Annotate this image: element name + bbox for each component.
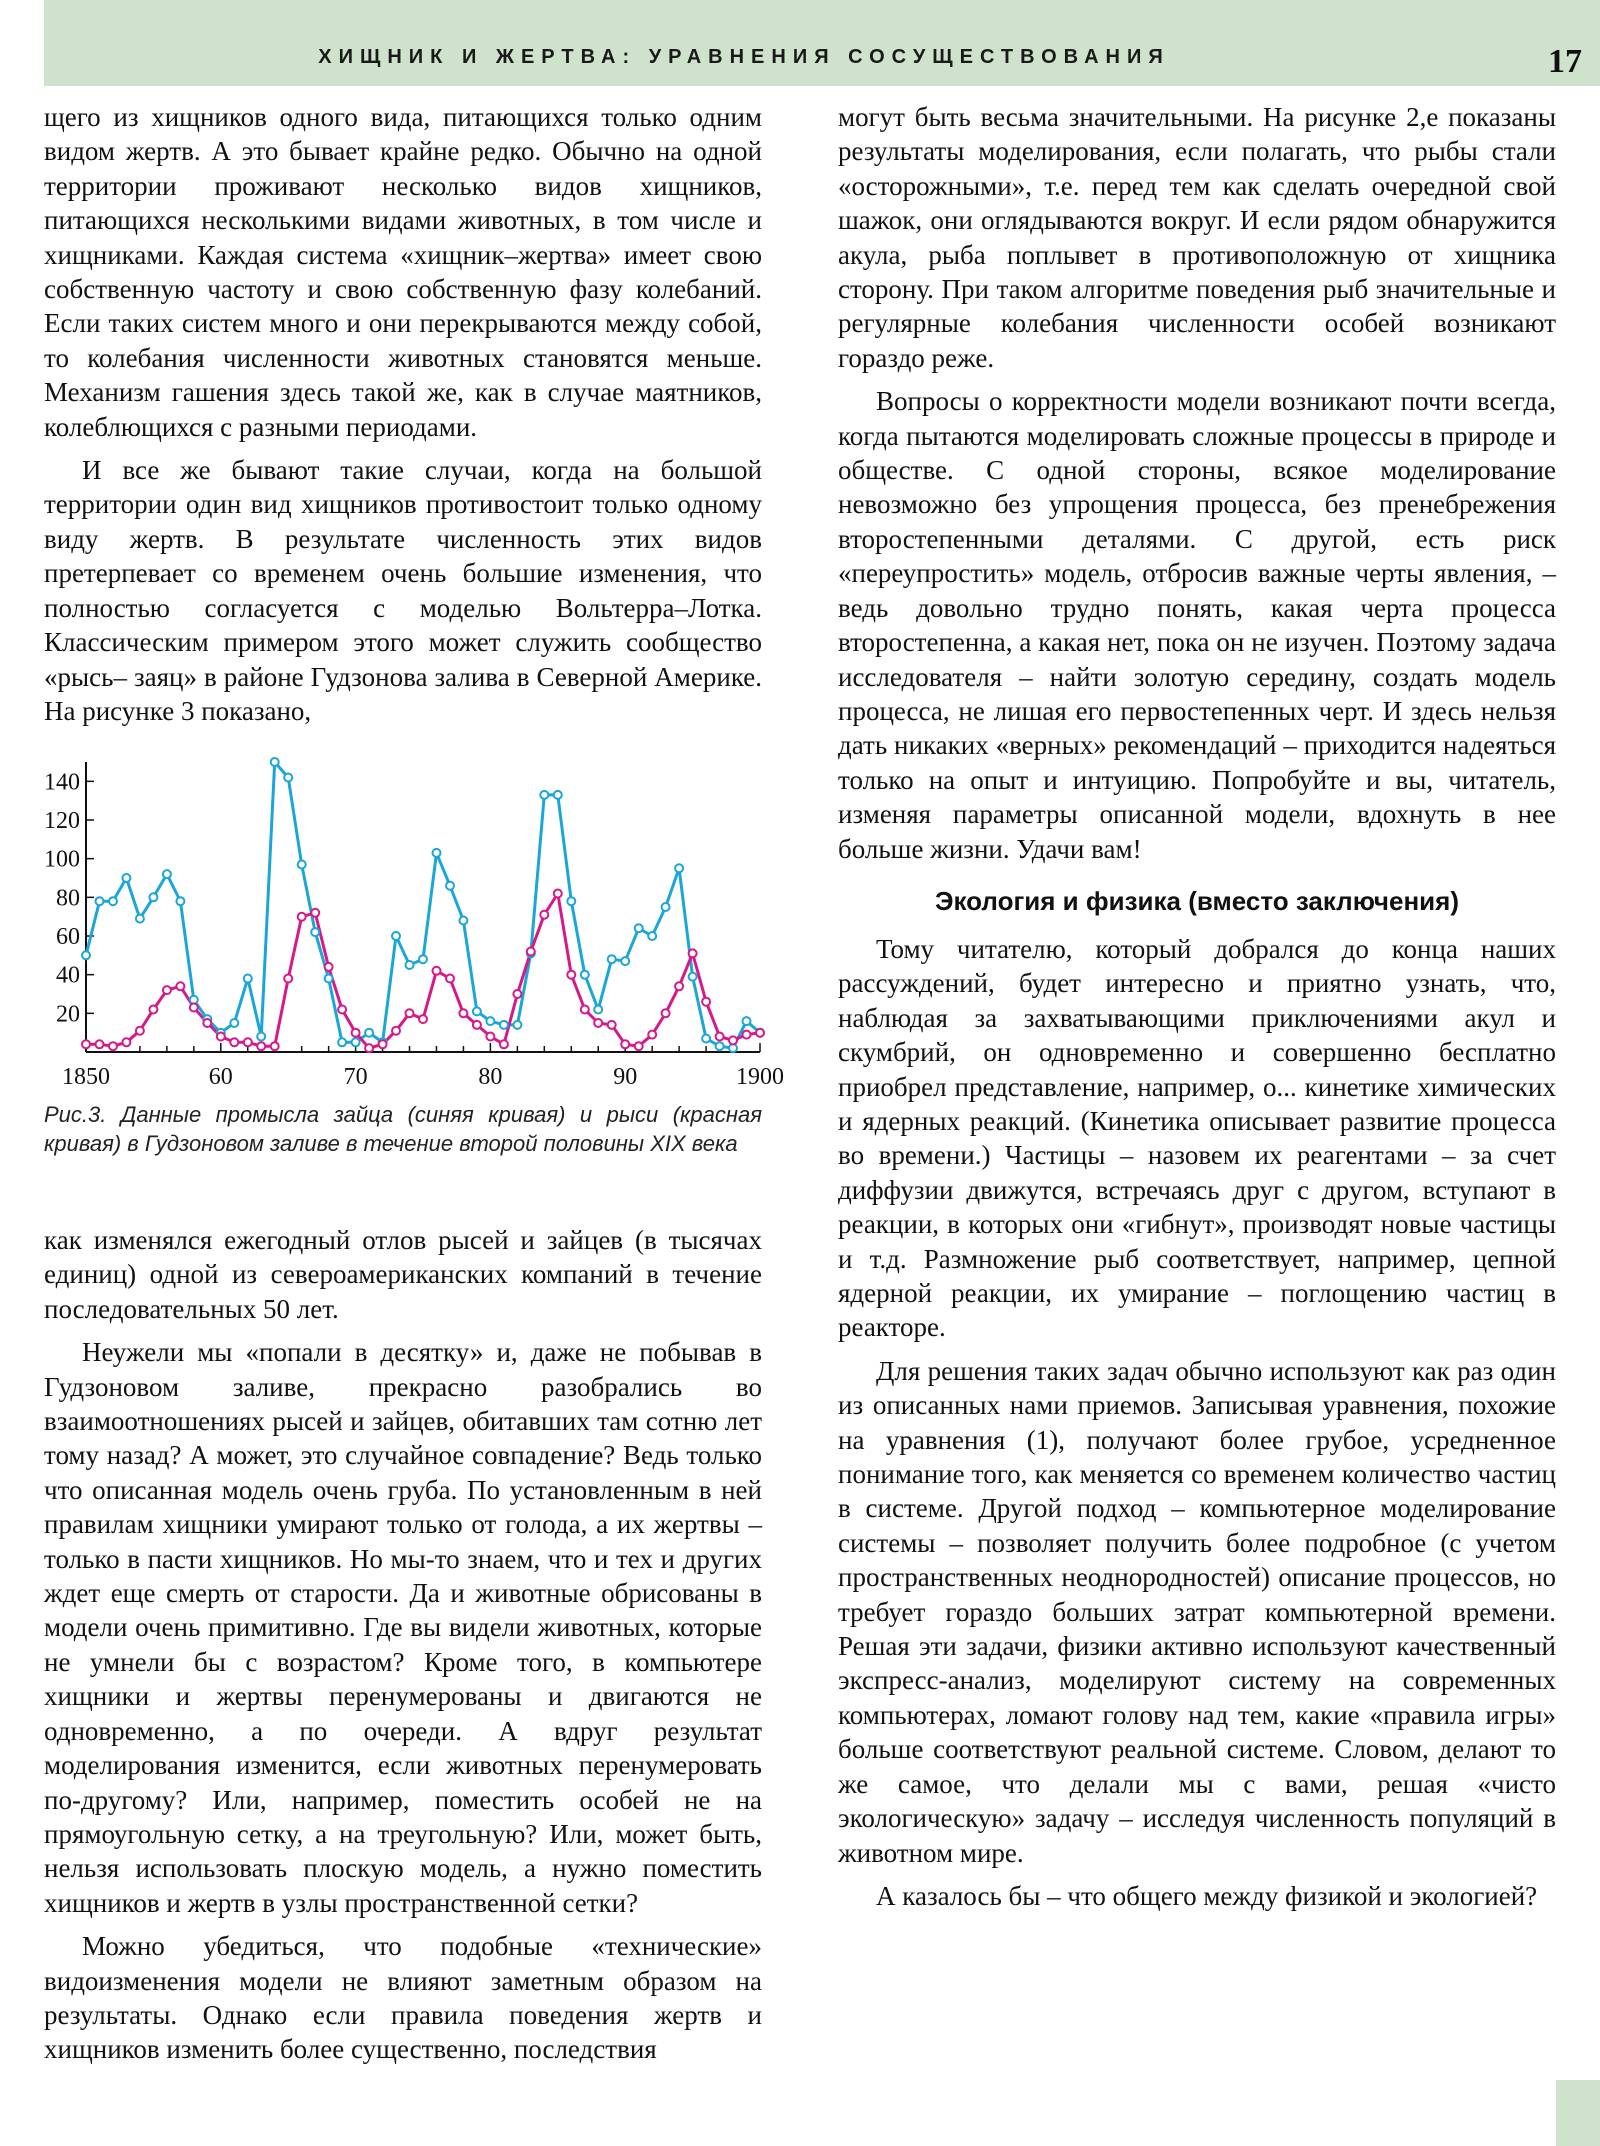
hare-data-point <box>284 774 292 782</box>
lynx-data-point <box>527 948 535 956</box>
lynx-data-point <box>689 949 697 957</box>
lynx-data-point <box>176 982 184 990</box>
lynx-data-point <box>271 1042 279 1050</box>
lynx-data-point <box>459 1009 467 1017</box>
paragraph: Тому читателю, который добрался до конца наших рассуждений, будет интересно и приятно узнать, что, наблюдая за захватывающими приключениями акул и скумбрий, он одновременно и совершенно бесплатно приобрел представление, например, о... кинетике химических и ядерных реакций. (Кинетика описывает развитие процесса во времени.) Частицы – назовем их реагентами – за счет диффузии движутся, встречаясь друг с другом, вступают в реакции, в которых они «гибнут», производят новые частицы и т.д. Размножение рыб соответствует, например, цепной ядерной реакции, их умирание – поглощению частиц в реакторе. <box>838 933 1556 1343</box>
lynx-data-point <box>230 1038 238 1046</box>
lynx-data-point <box>352 1029 360 1037</box>
lynx-data-point <box>446 975 454 983</box>
lynx-data-point <box>540 911 548 919</box>
hare-data-point <box>473 1007 481 1015</box>
hare-data-point <box>433 849 441 857</box>
section-heading: Экология и физика (вместо заключения) <box>935 885 1459 916</box>
lynx-data-point <box>109 1042 117 1050</box>
hare-data-point <box>338 1038 346 1046</box>
hare-data-point <box>244 975 252 983</box>
lynx-data-point <box>648 1031 656 1039</box>
lynx-data-point <box>149 1006 157 1014</box>
right-column <box>838 100 1556 1922</box>
lynx-data-point <box>702 998 710 1006</box>
hare-data-point <box>352 1038 360 1046</box>
x-tick-label: 70 <box>343 1064 368 1090</box>
hare-data-point <box>581 971 589 979</box>
hare-data-point <box>122 874 130 882</box>
hare-data-point <box>96 897 104 905</box>
hare-data-point <box>662 903 670 911</box>
lynx-data-point <box>163 986 171 994</box>
paragraph: могут быть весьма значительными. На рисунке 2,е показаны результаты моделирования, если полагать, что рыбы стали «осторожными», т.е. перед тем как сделать очередной свой шажок, они оглядываются вокруг. И если рядом обнаружится акула, рыба поплывет в противоположную от хищника сторону. При таком алгоритме поведения рыб значительные и регулярные колебания численности особей возникают гораздо реже. <box>838 102 1556 373</box>
lynx-data-point <box>379 1040 387 1048</box>
hare-data-point <box>163 870 171 878</box>
hare-data-point <box>230 1019 238 1027</box>
y-tick-label: 140 <box>44 769 80 796</box>
paragraph: Вопросы о корректности модели возникают почти всегда, когда пытаются моделировать сложные процессы в природе и обществе. С одной стороны, всякое моделирование невозможно без упрощения процесса, без пренебрежения второстепенными деталями. С другой, есть риск «переупростить» модель, отбросив важные черты явления, – ведь довольно трудно понять, какая черта процесса второстепенна, а какая нет, пока он не изучен. Поэтому задача исследователя – найти золотую середину, создать модель процесса, не лишая его первостепенных черт. И здесь нельзя дать никаких «верных» рекомендаций – приходится надеяться только на опыт и интуицию. Попробуйте и вы, читатель, изменяя параметры описанной модели, вдохнуть в нее больше жизни. Удачи вам! <box>838 386 1556 864</box>
lynx-data-point <box>325 963 333 971</box>
hare-data-point <box>136 915 144 923</box>
hare-data-point <box>459 917 467 925</box>
lynx-data-point <box>675 982 683 990</box>
lynx-data-point <box>257 1042 265 1050</box>
hare-data-point <box>500 1021 508 1029</box>
paragraph: И все же бывают такие случаи, когда на большой территории один вид хищников противостоит только одному виду жертв. В результате численность этих видов претерпевает со временем очень большие изменения, что полностью согласуется с моделью Вольтерра–Лотка. Классическим примером этого может служить сообщество «рысь– заяц» в районе Гудзонова залива в Северной Америке. На рисунке 3 показано, <box>44 455 762 726</box>
hare-data-point <box>365 1029 373 1037</box>
hare-data-point <box>392 932 400 940</box>
hare-data-point <box>743 1017 751 1025</box>
page-number: 17 <box>1548 43 1582 80</box>
lynx-data-point <box>284 975 292 983</box>
hare-data-point <box>648 932 656 940</box>
lynx-data-point <box>581 1006 589 1014</box>
x-tick-label: 80 <box>478 1064 503 1090</box>
x-tick-label: 90 <box>613 1064 638 1090</box>
lynx-data-point <box>82 1040 90 1048</box>
hare-data-point <box>419 955 427 963</box>
lynx-data-point <box>433 967 441 975</box>
hare-data-point <box>298 861 306 869</box>
lynx-data-point <box>608 1021 616 1029</box>
x-tick-label: 1900 <box>736 1064 784 1090</box>
hare-data-point <box>149 893 157 901</box>
lynx-data-point <box>473 1021 481 1029</box>
lynx-data-point <box>203 1019 211 1027</box>
y-tick-label: 40 <box>56 962 80 989</box>
hare-data-point <box>702 1035 710 1043</box>
hare-data-point <box>176 897 184 905</box>
y-tick-label: 120 <box>44 808 80 834</box>
lynx-data-point <box>190 1004 198 1012</box>
lynx-data-point <box>513 990 521 998</box>
hare-data-point <box>446 882 454 890</box>
lynx-data-point <box>594 1019 602 1027</box>
lynx-data-point <box>122 1038 130 1046</box>
lynx-data-point <box>554 890 562 898</box>
hare-data-point <box>486 1017 494 1025</box>
lynx-data-point <box>500 1040 508 1048</box>
left-column-bottom <box>44 1223 762 2076</box>
hare-series-line <box>86 762 760 1048</box>
lynx-data-point <box>486 1033 494 1041</box>
hare-data-point <box>109 897 117 905</box>
lynx-data-point <box>136 1027 144 1035</box>
figure-caption: Рис.3. Данные промысла зайца (синяя кривая) и рыси (красная кривая) в Гудзоновом заливе в течение второй половины XIX века <box>44 1102 762 1156</box>
hare-data-point <box>540 791 548 799</box>
lynx-data-point <box>217 1033 225 1041</box>
lynx-data-point <box>743 1031 751 1039</box>
hare-data-point <box>257 1033 265 1041</box>
paragraph: Можно убедиться, что подобные «технические» видоизменения модели не влияют заметным образом на результаты. Однако если правила поведения жертв и хищников изменить более существенно, последствия <box>44 1931 762 2065</box>
paragraph: Для решения таких задач обычно используют как раз один из описанных нами приемов. Записывая уравнения, похожие на уравнения (1), получают более грубое, усредненное понимание того, как меняется со временем количество частиц в системе. Другой подход – компьютерное моделирование системы – позволяет получить более подробное (с учетом пространственных неоднородностей) описание процессов, но требует гораздо больших затрат компьютерной времени. Решая эти задачи, физики активно используют качественный экспресс-анализ, моделируют систему на современных компьютерах, ломают голову над тем, какие «правила игры» больше соответствуют реальной системе. Словом, делают то же самое, что делали мы с вами, решая «чисто экологическую» задачу – исследуя численность популяций в животном мире. <box>838 1355 1556 1868</box>
hare-data-point <box>621 957 629 965</box>
running-title: ХИЩНИК И ЖЕРТВА: УРАВНЕНИЯ СОСУЩЕСТВОВАНИЯ <box>318 46 1170 68</box>
lynx-data-point <box>567 971 575 979</box>
lynx-data-point <box>729 1036 737 1044</box>
side-tab <box>1556 2080 1600 2146</box>
hare-data-point <box>675 864 683 872</box>
paragraph: как изменялся ежегодный отлов рысей и зайцев (в тысячах единиц) одной из североамериканских компаний в течение последовательных 50 лет. <box>44 1225 762 1324</box>
lynx-data-point <box>419 1015 427 1023</box>
paragraph: А казалось бы – что общего между физикой и экологией? <box>876 1880 1538 1911</box>
paragraph: щего из хищников одного вида, питающихся только одним видом жертв. А это бывает крайне редко. Обычно на одной территории проживают несколько видов хищников, питающихся несколькими видами животных, в том числе и хищниками. Каждая система «хищник–жертва» имеет свою собственную частоту и свою собственную фазу колебаний. Если таких систем много и они перекрываются между собой, то колебания численности животных становятся меньше. Механизм гашения здесь такой же, как в случае маятников, колеблющихся с разными периодами. <box>44 102 762 442</box>
hare-data-point <box>716 1042 724 1050</box>
y-tick-label: 60 <box>56 924 80 950</box>
lynx-data-point <box>338 1006 346 1014</box>
lynx-data-point <box>662 1009 670 1017</box>
lynx-hare-chart <box>44 745 784 1090</box>
y-tick-label: 20 <box>56 1001 80 1028</box>
lynx-data-point <box>621 1040 629 1048</box>
lynx-data-point <box>311 909 319 917</box>
lynx-series-line <box>86 894 760 1049</box>
hare-data-point <box>311 928 319 936</box>
hare-data-point <box>689 973 697 981</box>
lynx-data-point <box>298 913 306 921</box>
hare-data-point <box>608 955 616 963</box>
hare-data-point <box>567 897 575 905</box>
hare-data-point <box>554 791 562 799</box>
paragraph: Неужели мы «попали в десятку» и, даже не побывав в Гудзоновом заливе, прекрасно разобрались во взаимоотношениях рысей и зайцев, обитавших там сотню лет тому назад? А может, это случайное совпадение? Ведь только что описанная модель очень груба. По установленным в ней правилам хищники умирают только от голода, а их жертвы – только в пасти хищников. Но мы-то знаем, что и тех и других ждет еще смерть от старости. Да и животные обрисованы в модели очень примитивно. Где вы видели животных, которые не умнели бы с возрастом? Кроме того, в компьютере хищники и жертвы перенумерованы и двигаются не одновременно, а по очереди. А вдруг результат моделирования изменится, если животных перенумеровать по-другому? Или, например, поместить особей не на прямоугольную сетку, а на треугольную? Или, может быть, нельзя использовать плоскую модель, а нужно поместить хищников и жертв в узлы пространственной сетки? <box>44 1337 762 1918</box>
lynx-data-point <box>244 1038 252 1046</box>
hare-data-point <box>325 975 333 983</box>
left-column-top <box>44 100 762 737</box>
hare-data-point <box>635 924 643 932</box>
y-tick-label: 80 <box>56 885 80 912</box>
hare-data-point <box>406 961 414 969</box>
hare-data-point <box>513 1021 521 1029</box>
y-tick-label: 100 <box>44 846 80 873</box>
lynx-data-point <box>96 1040 104 1048</box>
hare-data-point <box>271 758 279 766</box>
lynx-data-point <box>392 1027 400 1035</box>
lynx-data-point <box>635 1042 643 1050</box>
figure-chart <box>44 745 784 1090</box>
lynx-data-point <box>756 1029 764 1037</box>
lynx-data-point <box>406 1009 414 1017</box>
lynx-data-point <box>365 1044 373 1052</box>
x-tick-label: 1850 <box>62 1064 110 1090</box>
hare-data-point <box>82 951 90 959</box>
hare-data-point <box>594 1006 602 1014</box>
lynx-data-point <box>716 1033 724 1041</box>
x-tick-label: 60 <box>208 1064 233 1090</box>
